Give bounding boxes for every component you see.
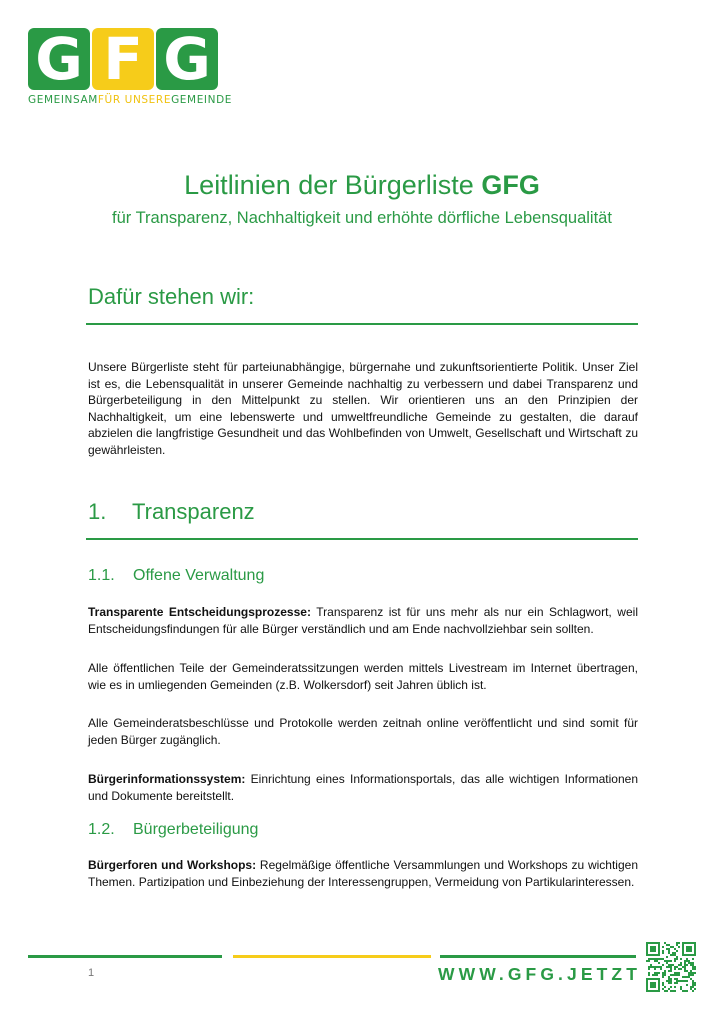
logo-letter-g2: G: [156, 28, 218, 90]
paragraph-information-system: [88, 771, 638, 804]
document-title-main: Leitlinien der Bürgerliste: [184, 170, 474, 200]
logo-tagline: [28, 94, 232, 106]
logo-tagline-part-1: GEMEINSAM: [28, 94, 98, 106]
intro-divider: [86, 323, 638, 325]
subsection-1-1-number: 1.1.: [88, 567, 115, 584]
section-1-heading: [88, 499, 255, 525]
footer-line-yellow: [233, 955, 431, 958]
logo-letters: [28, 25, 224, 93]
subsection-1-2-heading: [88, 821, 258, 839]
paragraph-citizen-forums: [88, 857, 638, 890]
document-title: [0, 170, 724, 201]
footer-line-green-left: [28, 955, 222, 958]
gfg-logo: [28, 25, 232, 106]
logo-tagline-part-2: FÜR UNSERE: [97, 94, 172, 106]
paragraph-transparent-decisions: [88, 604, 638, 637]
logo-tagline-part-3: GEMEINDE: [171, 94, 232, 106]
paragraph-citizen-forums-label: Bürgerforen und Workshops:: [88, 858, 257, 872]
paragraph-protocols: Alle Gemeinderatsbeschlüsse und Protokolle werden zeitnah online veröffentlicht und sind somit für jeden Bürger zugänglich.: [88, 716, 638, 747]
website-link[interactable]: WWW.GFG.JETZT: [438, 964, 641, 984]
intro-heading: Dafür stehen wir:: [88, 284, 255, 309]
subsection-1-1-title: Offene Verwaltung: [133, 567, 265, 584]
subsection-1-2-number: 1.2.: [88, 821, 115, 838]
page-number: 1: [88, 967, 95, 979]
paragraph-citizen-forums-text: Regelmäßige öffentliche Versammlungen und Workshops zu wichtigen Themen. Partizipation und Einbeziehung der Interessengruppen, Vermeidung von Partikularinteressen.: [88, 858, 638, 889]
section-1-title: Transparenz: [132, 499, 255, 524]
paragraph-transparent-decisions-text: Transparenz ist für uns mehr als nur ein Schlagwort, weil Entscheidungsfindungen für alle Bürger verständlich und am Ende nachvollziehbar sein sollten.: [88, 605, 638, 636]
qr-code-icon: [646, 942, 696, 992]
logo-letter-g1: G: [28, 28, 90, 90]
subsection-1-2-title: Bürgerbeteiligung: [133, 821, 259, 838]
paragraph-information-system-text: Einrichtung eines Informationsportals, das alle wichtigen Informationen und Dokumente bereitstellt.: [88, 772, 638, 803]
document-title-bold: GFG: [481, 170, 540, 200]
logo-letter-f: F: [92, 28, 154, 90]
section-1-divider: [86, 538, 638, 540]
document-subtitle: für Transparenz, Nachhaltigkeit und erhöhte dörfliche Lebensqualität: [112, 209, 612, 227]
intro-paragraph: Unsere Bürgerliste steht für parteiunabhängige, bürgernahe und zukunftsorientierte Politik. Unser Ziel ist es, die Lebensqualität in unserer Gemeinde nachhaltig zu verbessern und dabei Transparenz und Bürgerbeteiligung in den Mittelpunkt zu stellen. Wir orientieren uns an den Prinzipien der Nachhaltigkeit, um eine lebenswerte und umweltfreundliche Gemeinde zu gestalten, die darauf abzielen die langfristige Gesundheit und das Wohlbefinden von Umwelt, Gesellschaft und Wirtschaft zu gewährleisten.: [88, 360, 638, 457]
paragraph-information-system-label: Bürgerinformationssystem:: [88, 772, 246, 786]
paragraph-livestream: Alle öffentlichen Teile der Gemeinderatssitzungen werden mittels Livestream im Internet übertragen, wie es in umliegenden Gemeinden (z.B. Wolkersdorf) seit Jahren üblich ist.: [88, 661, 638, 692]
section-1-number: 1.: [88, 499, 107, 524]
footer-line-green-right: [440, 955, 636, 958]
subsection-1-1-heading: [88, 567, 264, 585]
paragraph-transparent-decisions-label: Transparente Entscheidungsprozesse:: [88, 605, 311, 619]
